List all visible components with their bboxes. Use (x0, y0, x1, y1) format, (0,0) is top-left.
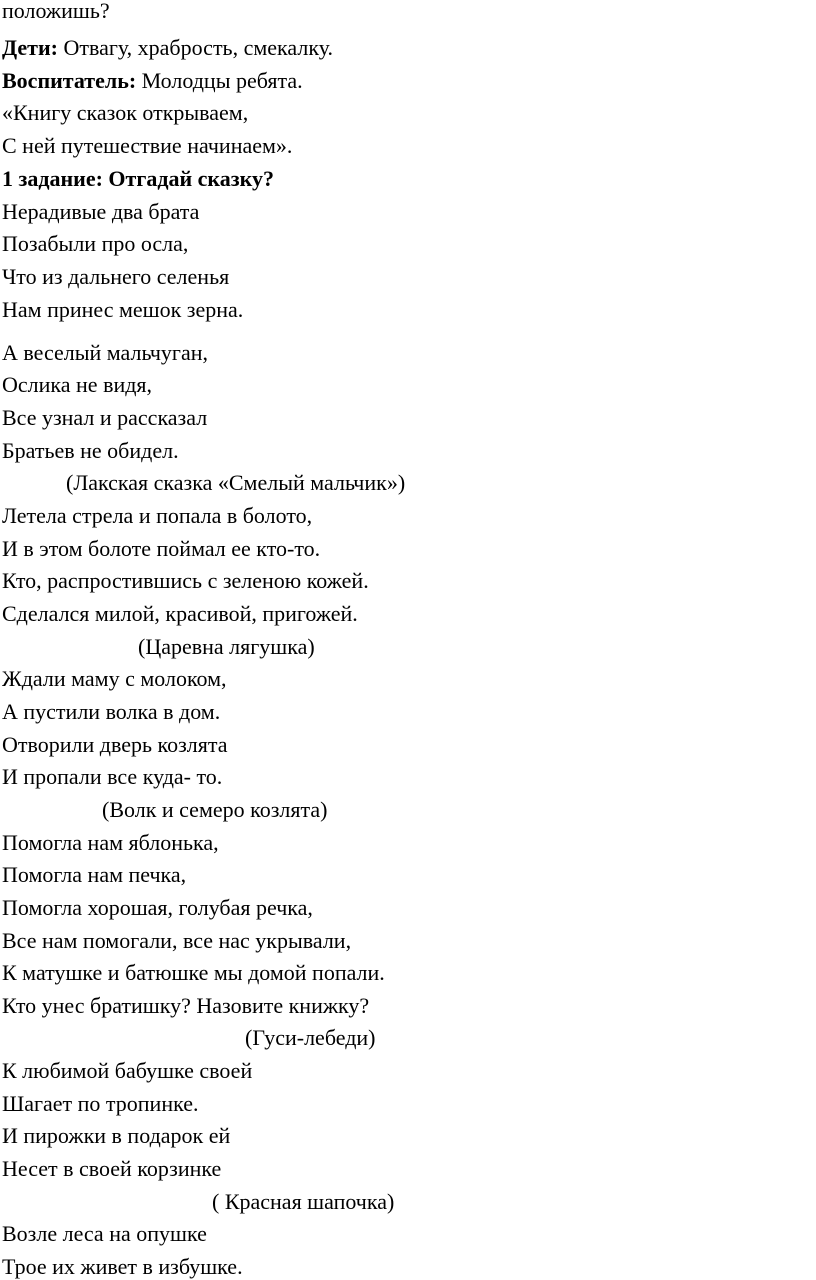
text-line: Помогла хорошая, голубая речка, (2, 895, 313, 920)
text-line: А веселый мальчуган, (2, 340, 208, 365)
text-line: Все нам помогали, все нас укрывали, (2, 928, 352, 953)
dialogue-text: Молодцы ребята. (136, 68, 303, 93)
dialogue-line (2, 35, 333, 61)
text-line: «Книгу сказок открываем, (2, 100, 249, 125)
speaker-label: Воспитатель: (2, 68, 137, 93)
text-line: Возле леса на опушке (2, 1221, 207, 1246)
speaker-label: Дети: (2, 35, 58, 60)
text-line: Несет в своей корзинке (2, 1156, 222, 1181)
text-line: Шагает по тропинке. (2, 1091, 199, 1116)
text-line: Кто унес братишку? Назовите книжку? (2, 993, 370, 1018)
task-heading: 1 задание: Отгадай сказку? (2, 166, 274, 191)
text-line: Братьев не обидел. (2, 438, 179, 463)
text-line: Отворили дверь козлята (2, 732, 228, 757)
text-line: Нерадивые два брата (2, 199, 200, 224)
text-line: Помогла нам яблонька, (2, 830, 219, 855)
text-line: Кто, распростившись с зеленою кожей. (2, 568, 369, 593)
text-line: С ней путешествие начинаем». (2, 133, 293, 158)
dialogue-text: Отвагу, храбрость, смекалку. (57, 35, 334, 60)
text-line: Ждали маму с молоком, (2, 666, 227, 691)
text-line: Ослика не видя, (2, 372, 153, 397)
answer-line: (Волк и семеро козлята) (102, 797, 328, 822)
text-line: К любимой бабушке своей (2, 1058, 253, 1083)
text-line: Летела стрела и попала в болото, (2, 503, 313, 528)
text-line: И в этом болоте поймал ее кто-то. (2, 536, 321, 561)
text-line: Сделался милой, красивой, пригожей. (2, 601, 358, 626)
text-line: Позабыли про осла, (2, 231, 189, 256)
text-line: Трое их живет в избушке. (2, 1254, 243, 1279)
dialogue-line (2, 68, 303, 94)
text-line: положишь? (2, 0, 110, 23)
text-line: К матушке и батюшке мы домой попали. (2, 960, 385, 985)
text-line: Что из дальнего селенья (2, 264, 230, 289)
answer-line: ( Красная шапочка) (212, 1189, 395, 1214)
answer-line: (Царевна лягушка) (138, 634, 315, 659)
text-line: Помогла нам печка, (2, 862, 187, 887)
text-line: И пропали все куда- то. (2, 764, 223, 789)
text-line: Все узнал и рассказал (2, 405, 208, 430)
text-line: А пустили волка в дом. (2, 699, 221, 724)
answer-line: (Гуси-лебеди) (245, 1025, 376, 1050)
answer-line: (Лакская сказка «Смелый мальчик») (66, 470, 406, 495)
text-line: Нам принес мешок зерна. (2, 297, 244, 322)
text-line: И пирожки в подарок ей (2, 1123, 231, 1148)
